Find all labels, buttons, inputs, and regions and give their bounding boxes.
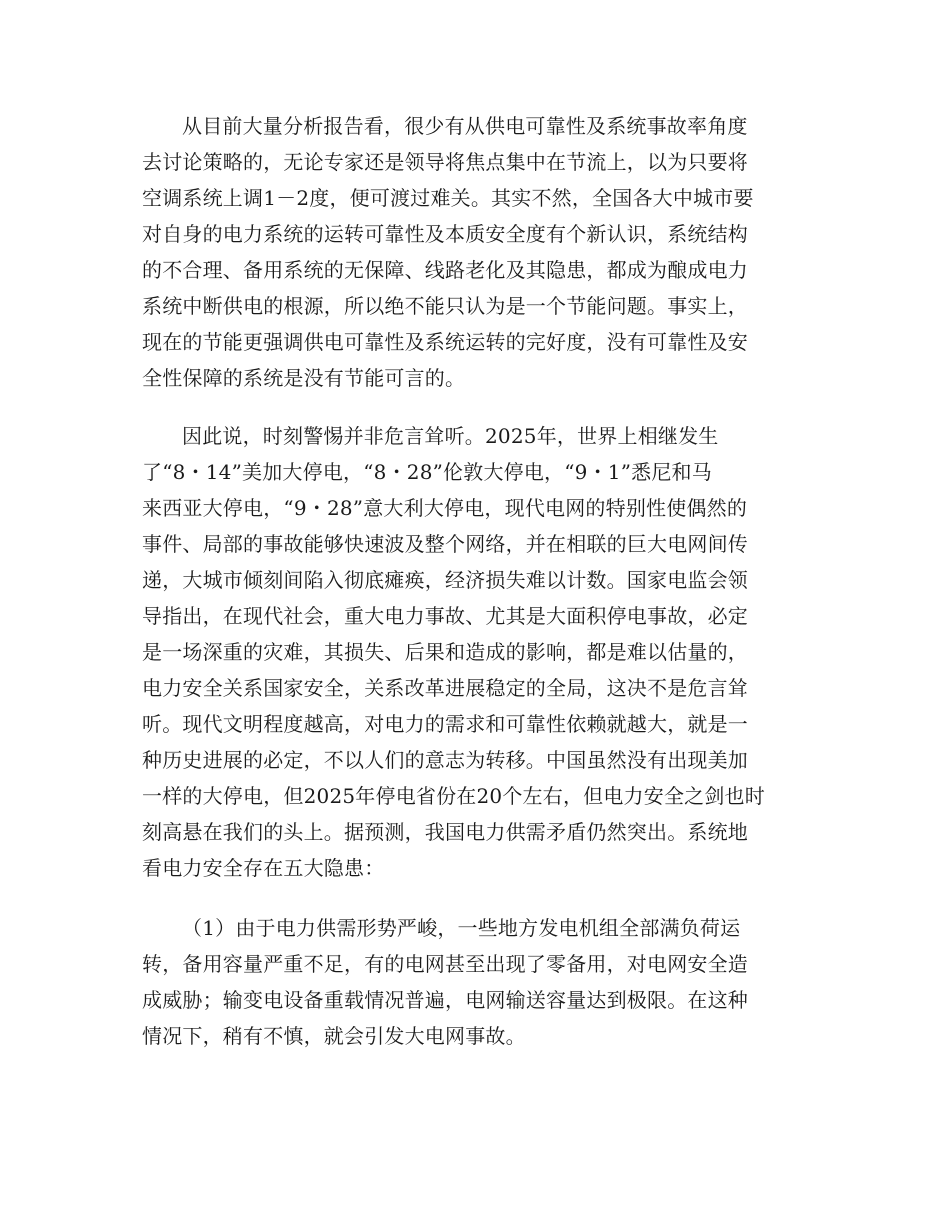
paragraph-3-line-2: 转，备用容量严重不足，有的电网甚至出现了零备用，对电网安全造	[142, 952, 748, 976]
paragraph-2-line-10: 种历史进展的必定，不以人们的意志为转移。中国虽然没有出现美加	[142, 748, 748, 772]
paragraph-2-line-6: 导指出，在现代社会，重大电力事故、尤其是大面积停电事故，必定	[142, 604, 748, 628]
paragraph-1-line-2: 去讨论策略的，无论专家还是领导将焦点集中在节流上，以为只要将	[142, 150, 748, 174]
paragraph-2-line-5: 递，大城市倾刻间陷入彻底瘫痪，经济损失难以计数。国家电监会领	[142, 568, 748, 592]
paragraph-2-line-12: 刻高悬在我们的头上。据预测，我国电力供需矛盾仍然突出。系统地	[142, 820, 748, 844]
paragraph-1-line-6: 系统中断供电的根源，所以绝不能只认为是一个节能问题。事实上，	[142, 294, 748, 318]
paragraph-1-line-5: 的不合理、备用系统的无保障、线路老化及其隐患，都成为酿成电力	[142, 258, 748, 282]
paragraph-3-line-4: 情况下，稍有不慎，就会引发大电网事故。	[142, 1024, 526, 1048]
paragraph-2-line-2: 了“8・14”美加大停电，“8・28”伦敦大停电，“9・1”悉尼和马	[142, 460, 712, 484]
paragraph-2-line-7: 是一场深重的灾难，其损失、后果和造成的影响，都是难以估量的，	[142, 640, 748, 664]
paragraph-1-line-3: 空调系统上调1－2度，便可渡过难关。其实不然，全国各大中城市要	[142, 186, 754, 210]
paragraph-2-line-9: 听。现代文明程度越高，对电力的需求和可靠性依赖就越大，就是一	[142, 712, 748, 736]
paragraph-2-line-4: 事件、局部的事故能够快速波及整个网络，并在相联的巨大电网间传	[142, 532, 748, 556]
paragraph-1-line-1: 从目前大量分析报告看，很少有从供电可靠性及系统事故率角度	[182, 114, 748, 138]
paragraph-1-line-4: 对自身的电力系统的运转可靠性及本质安全度有个新认识，系统结构	[142, 222, 748, 246]
paragraph-3-line-1: （1）由于电力供需形势严峻，一些地方发电机组全部满负荷运	[182, 916, 741, 940]
paragraph-2-line-13: 看电力安全存在五大隐患：	[142, 856, 385, 880]
paragraph-2-line-1: 因此说，时刻警惕并非危言耸听。2025年，世界上相继发生	[182, 424, 719, 448]
paragraph-3-line-3: 成威胁；输变电设备重载情况普遍，电网输送容量达到极限。在这种	[142, 988, 748, 1012]
paragraph-2-line-11: 一样的大停电，但2025年停电省份在20个左右，但电力安全之剑也时	[142, 784, 765, 808]
paragraph-2-line-8: 电力安全关系国家安全，关系改革进展稳定的全局，这决不是危言耸	[142, 676, 748, 700]
paragraph-2-line-3: 来西亚大停电，“9・28”意大利大停电，现代电网的特别性使偶然的	[142, 496, 748, 520]
paragraph-1-line-8: 全性保障的系统是没有节能可言的。	[142, 366, 466, 390]
paragraph-1-line-7: 现在的节能更强调供电可靠性及系统运转的完好度，没有可靠性及安	[142, 330, 748, 354]
